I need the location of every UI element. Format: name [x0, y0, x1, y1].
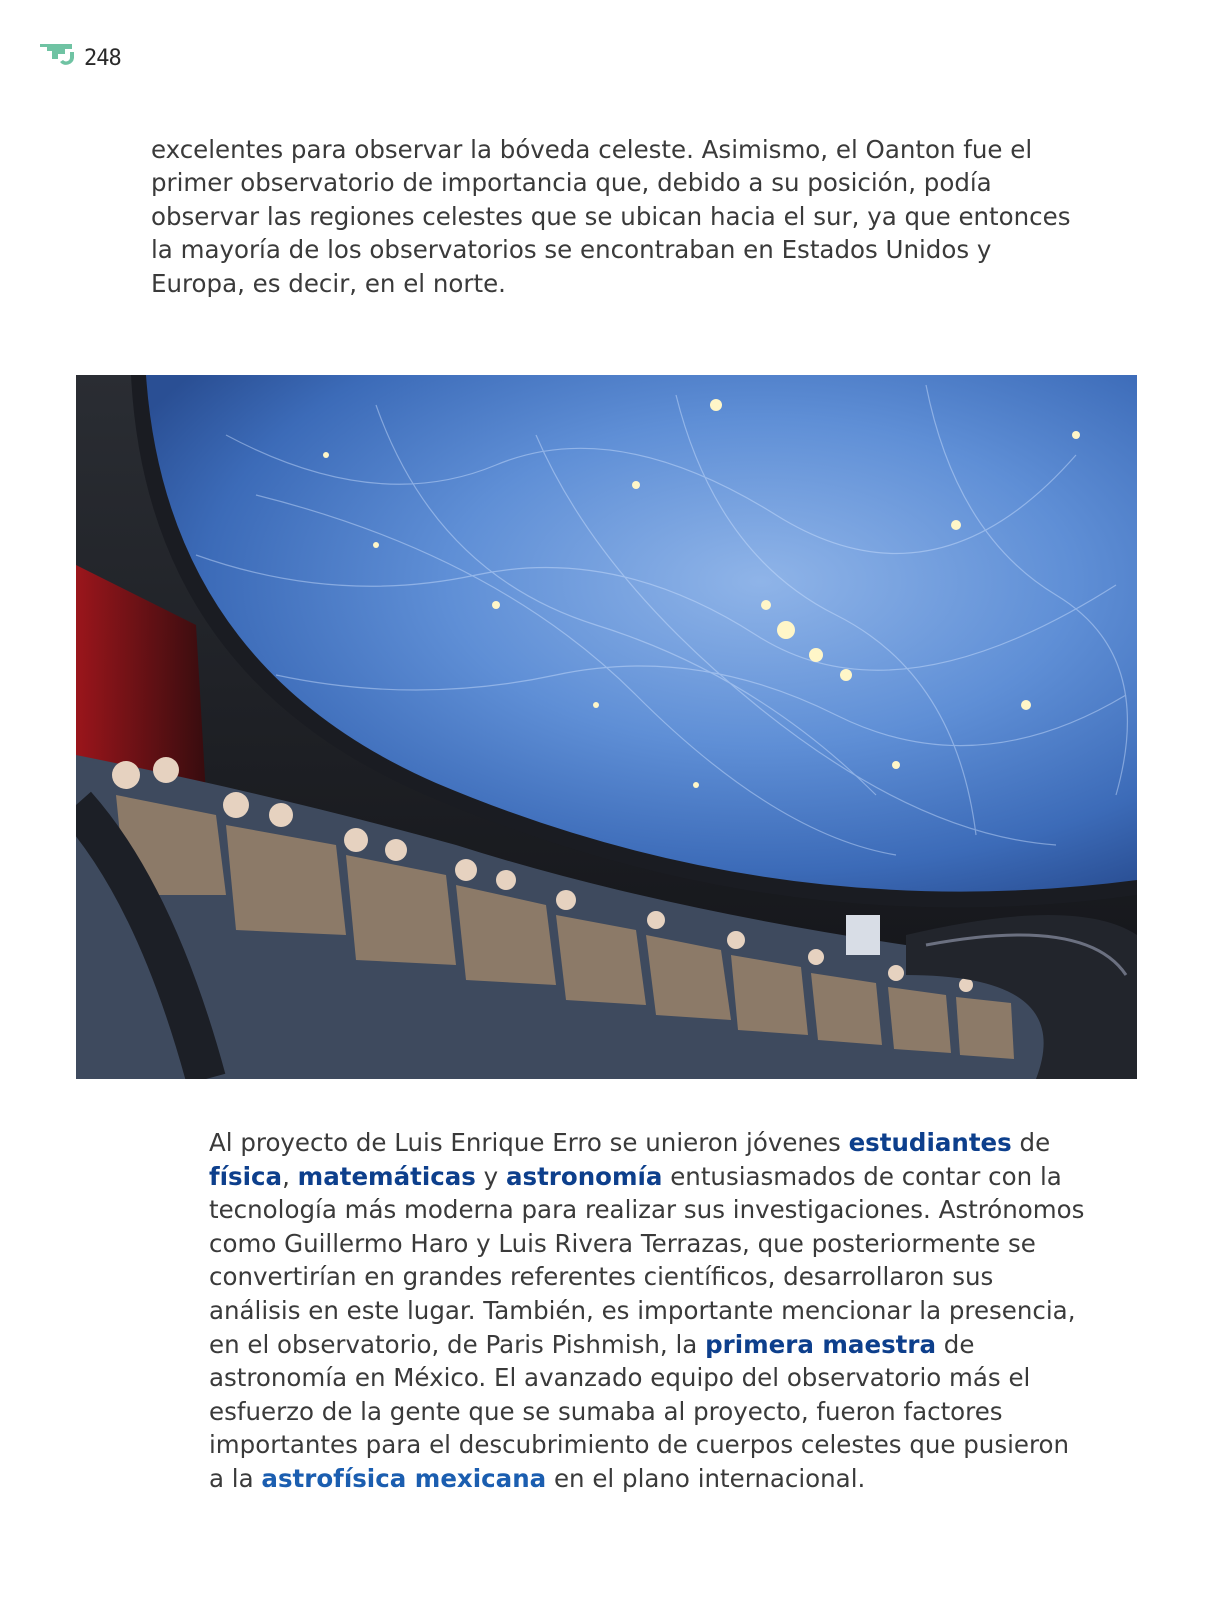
text-segment: entusiasmados de contar con la tecnología más moderna para realizar sus investigaciones. Astrónomos como Guillermo Haro y Luis Rivera Terrazas, que posteriormente se convertirían en grandes referentes científicos, desarrollaron sus análisis en este lugar. También, es importante mencionar la presencia, en el observatorio, de Paris Pishmish, la [209, 1161, 1085, 1359]
keyword-matematicas: matemáticas [297, 1161, 476, 1191]
keyword-estudiantes: estudiantes [848, 1128, 1012, 1157]
keyword-astrofisica-mexicana: astrofísica mexicana [261, 1463, 547, 1493]
text-segment: y [475, 1161, 506, 1191]
text-segment: de [1011, 1128, 1051, 1157]
planetarium-photo [76, 375, 1137, 1079]
text-segment: , [282, 1161, 298, 1191]
keyword-primera-maestra: primera maestra [705, 1329, 936, 1359]
text-segment: en el plano internacional. [546, 1463, 866, 1493]
page-header [38, 40, 121, 76]
page-number: 248 [84, 45, 121, 71]
keyword-fisica: física [209, 1161, 283, 1191]
keyword-astronomia: astronomía [505, 1161, 663, 1191]
text-segment: de astronomía en México. El avanzado equipo del observatorio más el esfuerzo de la gente que se sumaba al proyecto, fueron factores importantes para el descubrimiento de cuerpos celestes que pusieron a la [209, 1329, 1070, 1493]
paragraph-project [209, 1126, 1089, 1496]
paragraph-intro: excelentes para observar la bóveda celeste. Asimismo, el Oanton fue el primer observatorio de importancia que, debido a su posición, podía observar las regiones celestes que se ubican hacia el sur, ya que entonces la mayoría de los observatorios se encontraban en Estados Unidos y Europa, es decir, en el norte. [151, 135, 1071, 298]
text-segment: Al proyecto de Luis Enrique Erro se unieron jóvenes [209, 1128, 849, 1157]
stepped-glyph-icon [38, 40, 78, 76]
